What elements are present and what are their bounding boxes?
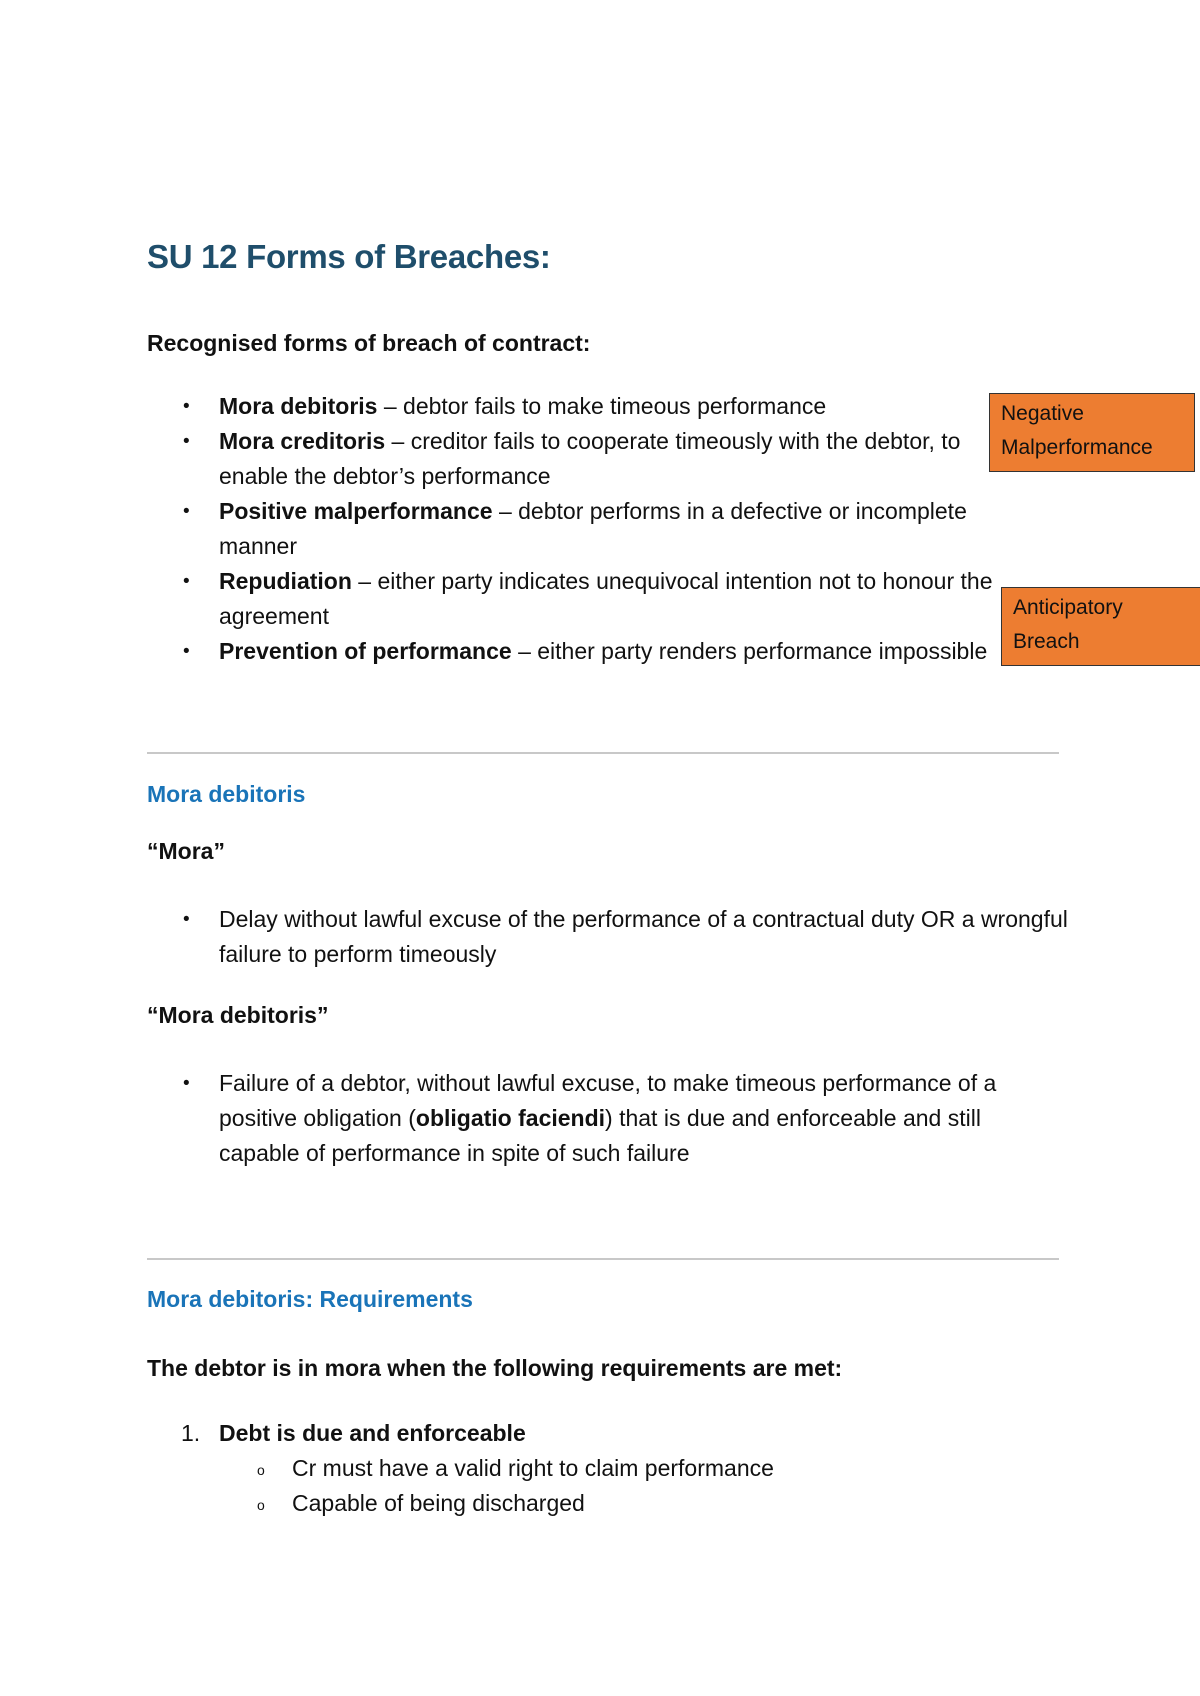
list-item <box>147 1416 1047 1451</box>
bullet-icon: • <box>183 909 190 930</box>
callout-line: Breach <box>1013 630 1080 653</box>
list-item <box>147 389 1017 424</box>
description: – debtor fails to make timeous performance <box>377 393 827 419</box>
list-item <box>147 1066 1047 1171</box>
sub-bullet-icon: o <box>257 1462 265 1478</box>
bullet-icon: • <box>183 396 190 417</box>
definition-text: Failure of a debtor, without lawful excuse, to make timeous performance of a positive obligation ( <box>219 1070 997 1131</box>
callout-negative-malperformance <box>989 393 1195 472</box>
term: Prevention of performance <box>219 638 512 664</box>
description: – creditor fails to cooperate timeously with the debtor, to enable the debtor’s performance <box>219 428 961 489</box>
list-item <box>147 634 1017 669</box>
mora-definition: Delay without lawful excuse of the performance of a contractual duty OR a wrongful failure to perform timeously <box>219 906 1068 967</box>
list-item <box>147 902 1077 972</box>
bullet-icon: • <box>183 1073 190 1094</box>
item-number: 1. <box>181 1420 201 1446</box>
mora-definition-list <box>147 902 1077 972</box>
divider <box>147 752 1059 754</box>
section-heading-mora-debitoris: Mora debitoris <box>147 781 306 807</box>
definition-text: ) that is due and enforceable and still capable of performance in spite of such failure <box>219 1105 981 1166</box>
list-item <box>147 424 1017 494</box>
section-heading-requirements: Mora debitoris: Requirements <box>147 1286 473 1312</box>
list-item <box>147 564 1017 634</box>
mora-debitoris-label: “Mora debitoris” <box>147 1002 329 1028</box>
sub-list-item <box>147 1486 1047 1521</box>
sub-item-text: Capable of being discharged <box>292 1490 585 1516</box>
definition-bold-term: obligatio faciendi <box>415 1105 606 1131</box>
callout-line: Negative <box>1001 402 1084 425</box>
breach-forms-list <box>147 389 1017 669</box>
mora-label: “Mora” <box>147 838 225 864</box>
callout-anticipatory-breach <box>1001 587 1200 666</box>
sub-item-text: Cr must have a valid right to claim performance <box>292 1455 774 1481</box>
divider <box>147 1258 1059 1260</box>
term: Positive malperformance <box>219 498 493 524</box>
description: – either party renders performance impossible <box>511 638 988 664</box>
bullet-icon: • <box>183 501 190 522</box>
term: Mora creditoris <box>219 428 386 454</box>
bullet-icon: • <box>183 431 190 452</box>
list-item <box>147 494 1017 564</box>
description: – either party indicates unequivocal intention not to honour the agreement <box>219 568 993 629</box>
intro-heading: Recognised forms of breach of contract: <box>147 330 591 356</box>
sub-requirements-list <box>147 1451 1047 1521</box>
bullet-icon: • <box>183 571 190 592</box>
callout-line: Anticipatory <box>1013 596 1123 619</box>
mora-debitoris-definition-list <box>147 1066 1047 1171</box>
requirements-list <box>147 1416 1047 1521</box>
sub-list-item <box>147 1451 1047 1486</box>
page-title: SU 12 Forms of Breaches: <box>147 238 551 275</box>
requirements-lead: The debtor is in mora when the following requirements are met: <box>147 1355 843 1381</box>
term: Mora debitoris <box>219 393 378 419</box>
description: – debtor performs in a defective or incomplete manner <box>219 498 967 559</box>
bullet-icon: • <box>183 641 190 662</box>
callout-line: Malperformance <box>1001 436 1153 459</box>
requirement-label: Debt is due and enforceable <box>219 1420 526 1446</box>
sublist-wrapper <box>147 1451 1047 1521</box>
term: Repudiation <box>219 568 352 594</box>
sub-bullet-icon: o <box>257 1497 265 1513</box>
